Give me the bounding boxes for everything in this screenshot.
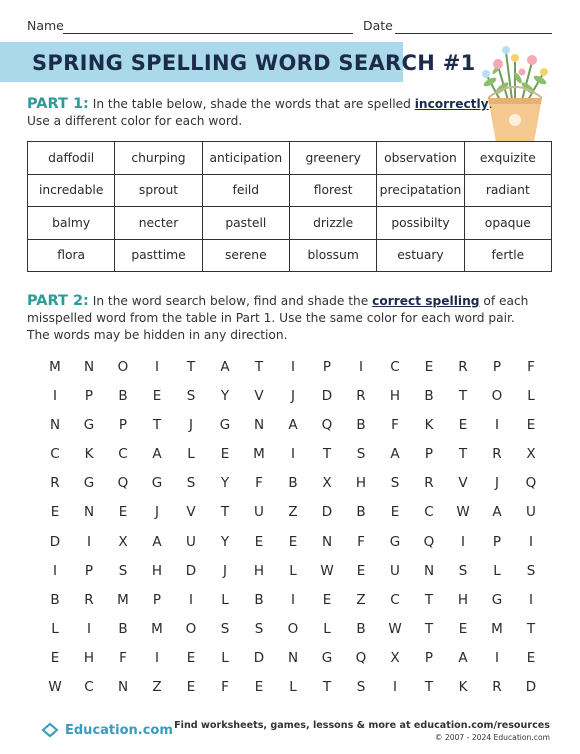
word-cell[interactable]: opaque bbox=[464, 207, 551, 240]
grid-letter[interactable]: D bbox=[525, 679, 537, 696]
grid-letter[interactable]: T bbox=[526, 621, 536, 638]
grid-letter[interactable]: R bbox=[492, 679, 502, 696]
grid-letter[interactable]: Q bbox=[423, 533, 435, 550]
grid-letter[interactable]: J bbox=[495, 475, 499, 492]
grid-letter[interactable]: I bbox=[461, 533, 465, 550]
grid-letter[interactable]: P bbox=[492, 358, 502, 375]
grid-letter[interactable]: I bbox=[291, 446, 295, 463]
grid-letter[interactable]: E bbox=[526, 650, 536, 667]
grid-letter[interactable]: P bbox=[424, 650, 434, 667]
grid-letter[interactable]: B bbox=[50, 591, 60, 608]
word-cell[interactable]: estuary bbox=[377, 239, 464, 272]
part2-label: PART 2: bbox=[27, 293, 89, 309]
grid-letter[interactable]: S bbox=[186, 475, 196, 492]
grid-letter[interactable]: E bbox=[458, 416, 468, 433]
grid-letter[interactable]: T bbox=[424, 679, 434, 696]
grid-letter[interactable]: U bbox=[186, 533, 196, 550]
grid-letter[interactable]: B bbox=[118, 387, 128, 404]
word-cell[interactable]: flora bbox=[28, 239, 115, 272]
grid-letter[interactable]: N bbox=[83, 504, 95, 521]
grid-letter[interactable]: E bbox=[458, 621, 468, 638]
grid-letter[interactable]: J bbox=[155, 504, 159, 521]
grid-letter[interactable]: W bbox=[456, 504, 470, 521]
grid-letter[interactable]: E bbox=[322, 591, 332, 608]
grid-letter[interactable]: N bbox=[117, 679, 129, 696]
part2-emphasis: correct spelling bbox=[372, 294, 480, 308]
grid-letter[interactable]: E bbox=[186, 679, 196, 696]
grid-letter[interactable]: S bbox=[458, 562, 468, 579]
grid-letter[interactable]: B bbox=[424, 387, 434, 404]
grid-letter[interactable]: T bbox=[458, 446, 468, 463]
grid-letter[interactable]: I bbox=[53, 562, 57, 579]
grid-letter[interactable]: M bbox=[253, 446, 265, 463]
grid-letter[interactable]: T bbox=[322, 679, 332, 696]
grid-letter[interactable]: G bbox=[219, 416, 231, 433]
grid-letter[interactable]: I bbox=[291, 591, 295, 608]
grid-letter[interactable]: R bbox=[458, 358, 468, 375]
word-cell[interactable]: greenery bbox=[289, 142, 376, 175]
grid-letter[interactable]: K bbox=[84, 446, 94, 463]
grid-letter[interactable]: E bbox=[118, 504, 128, 521]
grid-letter[interactable]: D bbox=[321, 504, 333, 521]
grid-letter[interactable]: X bbox=[118, 533, 128, 550]
grid-letter[interactable]: T bbox=[152, 416, 162, 433]
part1-emphasis: incorrectly bbox=[414, 97, 489, 111]
grid-letter[interactable]: H bbox=[253, 562, 265, 579]
grid-letter[interactable]: C bbox=[390, 591, 400, 608]
grid-letter[interactable]: Q bbox=[525, 475, 537, 492]
grid-letter[interactable]: F bbox=[221, 679, 229, 696]
table-row bbox=[28, 239, 552, 272]
grid-letter[interactable]: R bbox=[84, 591, 94, 608]
grid-letter[interactable]: X bbox=[390, 650, 400, 667]
word-cell[interactable]: churping bbox=[115, 142, 202, 175]
grid-letter[interactable]: R bbox=[424, 475, 434, 492]
words-table bbox=[27, 141, 552, 272]
grid-letter[interactable]: P bbox=[118, 416, 128, 433]
footer-tagline[interactable]: Find worksheets, games, lessons & more at education.com/resources bbox=[174, 720, 550, 731]
grid-letter[interactable]: A bbox=[152, 533, 162, 550]
date-field[interactable] bbox=[395, 33, 552, 34]
grid-letter[interactable]: E bbox=[50, 504, 60, 521]
grid-letter[interactable]: A bbox=[288, 416, 298, 433]
grid-letter[interactable]: R bbox=[492, 446, 502, 463]
grid-letter[interactable]: T bbox=[220, 504, 230, 521]
word-cell[interactable]: blossum bbox=[289, 239, 376, 272]
grid-letter[interactable]: F bbox=[527, 358, 535, 375]
grid-letter[interactable]: Y bbox=[220, 533, 230, 550]
grid-letter[interactable]: S bbox=[356, 446, 366, 463]
grid-letter[interactable]: G bbox=[321, 650, 333, 667]
grid-letter[interactable]: Z bbox=[152, 679, 162, 696]
grid-letter[interactable]: M bbox=[491, 621, 503, 638]
grid-letter[interactable]: I bbox=[291, 358, 295, 375]
grid-letter[interactable]: Q bbox=[355, 650, 367, 667]
grid-letter[interactable]: I bbox=[529, 591, 533, 608]
grid-letter[interactable]: T bbox=[322, 446, 332, 463]
grid-letter[interactable]: E bbox=[254, 679, 264, 696]
grid-letter[interactable]: I bbox=[495, 416, 499, 433]
grid-letter[interactable]: S bbox=[186, 387, 196, 404]
grid-letter[interactable]: B bbox=[356, 504, 366, 521]
grid-letter[interactable]: P bbox=[322, 358, 332, 375]
footer-copyright: © 2007 - 2024 Education.com bbox=[434, 733, 550, 742]
grid-letter[interactable]: S bbox=[526, 562, 536, 579]
grid-letter[interactable]: O bbox=[117, 358, 129, 375]
word-search-grid bbox=[38, 352, 548, 702]
grid-letter[interactable]: G bbox=[491, 591, 503, 608]
grid-letter[interactable]: S bbox=[118, 562, 128, 579]
grid-letter[interactable]: L bbox=[51, 621, 59, 638]
grid-letter[interactable]: I bbox=[359, 358, 363, 375]
word-cell[interactable]: precipatation bbox=[377, 174, 464, 207]
word-cell[interactable]: daffodil bbox=[28, 142, 115, 175]
grid-letter[interactable]: H bbox=[389, 387, 401, 404]
word-cell[interactable]: observation bbox=[377, 142, 464, 175]
grid-letter[interactable]: T bbox=[424, 621, 434, 638]
word-cell[interactable]: possibilty bbox=[377, 207, 464, 240]
grid-letter[interactable]: N bbox=[287, 650, 299, 667]
grid-letter[interactable]: P bbox=[84, 562, 94, 579]
grid-letter[interactable]: A bbox=[458, 650, 468, 667]
word-cell[interactable]: serene bbox=[202, 239, 289, 272]
grid-letter[interactable]: H bbox=[355, 475, 367, 492]
grid-letter[interactable]: E bbox=[526, 416, 536, 433]
grid-letter[interactable]: I bbox=[87, 533, 91, 550]
grid-letter[interactable]: R bbox=[50, 475, 60, 492]
grid-letter[interactable]: H bbox=[151, 562, 163, 579]
grid-letter[interactable]: G bbox=[389, 533, 401, 550]
grid-letter[interactable]: L bbox=[527, 387, 535, 404]
word-cell[interactable]: incredable bbox=[28, 174, 115, 207]
grid-letter[interactable]: E bbox=[152, 387, 162, 404]
word-cell[interactable]: feild bbox=[202, 174, 289, 207]
grid-letter[interactable]: H bbox=[83, 650, 95, 667]
grid-letter[interactable]: J bbox=[189, 416, 193, 433]
grid-letter[interactable]: C bbox=[390, 358, 400, 375]
grid-letter[interactable]: T bbox=[424, 591, 434, 608]
grid-letter[interactable]: K bbox=[458, 679, 468, 696]
grid-letter[interactable]: N bbox=[83, 358, 95, 375]
grid-letter[interactable]: J bbox=[291, 387, 295, 404]
grid-letter[interactable]: S bbox=[254, 621, 264, 638]
grid-letter[interactable]: E bbox=[220, 446, 230, 463]
grid-letter[interactable]: N bbox=[49, 416, 61, 433]
grid-letter[interactable]: I bbox=[87, 621, 91, 638]
grid-letter[interactable]: F bbox=[119, 650, 127, 667]
grid-letter[interactable]: E bbox=[390, 504, 400, 521]
grid-letter[interactable]: P bbox=[84, 387, 94, 404]
table-row bbox=[28, 142, 552, 175]
grid-letter[interactable]: B bbox=[356, 416, 366, 433]
grid-letter[interactable]: K bbox=[424, 416, 434, 433]
grid-letter[interactable]: B bbox=[118, 621, 128, 638]
grid-letter[interactable]: I bbox=[529, 533, 533, 550]
word-cell[interactable]: radiant bbox=[464, 174, 551, 207]
grid-letter[interactable]: Q bbox=[321, 416, 333, 433]
grid-letter[interactable]: G bbox=[151, 475, 163, 492]
grid-letter[interactable]: I bbox=[155, 358, 159, 375]
grid-letter[interactable]: E bbox=[424, 358, 434, 375]
grid-letter[interactable]: T bbox=[254, 358, 264, 375]
date-label: Date bbox=[363, 18, 393, 33]
grid-letter[interactable]: B bbox=[288, 475, 298, 492]
grid-letter[interactable]: L bbox=[221, 650, 229, 667]
word-cell[interactable]: anticipation bbox=[202, 142, 289, 175]
grid-letter[interactable]: D bbox=[321, 387, 333, 404]
grid-letter[interactable]: E bbox=[186, 650, 196, 667]
grid-letter[interactable]: D bbox=[49, 533, 61, 550]
table-row bbox=[28, 207, 552, 240]
word-cell[interactable]: pastell bbox=[202, 207, 289, 240]
grid-letter[interactable]: A bbox=[492, 504, 502, 521]
grid-letter[interactable]: I bbox=[53, 387, 57, 404]
grid-letter[interactable]: L bbox=[187, 446, 195, 463]
grid-letter[interactable]: T bbox=[458, 387, 468, 404]
grid-letter[interactable]: L bbox=[493, 562, 501, 579]
grid-letter[interactable]: S bbox=[390, 475, 400, 492]
grid-letter[interactable]: G bbox=[83, 416, 95, 433]
grid-letter[interactable]: T bbox=[186, 358, 196, 375]
grid-letter[interactable]: L bbox=[323, 621, 331, 638]
grid-letter[interactable]: C bbox=[50, 446, 60, 463]
word-cell[interactable]: exquizite bbox=[464, 142, 551, 175]
grid-letter[interactable]: O bbox=[287, 621, 299, 638]
grid-letter[interactable]: D bbox=[185, 562, 197, 579]
word-cell[interactable]: fertle bbox=[464, 239, 551, 272]
grid-letter[interactable]: A bbox=[220, 358, 230, 375]
grid-letter[interactable]: P bbox=[152, 591, 162, 608]
page-title: SPRING SPELLING WORD SEARCH #1 bbox=[32, 51, 476, 75]
grid-letter[interactable]: C bbox=[84, 679, 94, 696]
grid-letter[interactable]: E bbox=[254, 533, 264, 550]
flower-bucket-illustration bbox=[470, 38, 560, 148]
grid-letter[interactable]: N bbox=[321, 533, 333, 550]
grid-letter[interactable]: W bbox=[320, 562, 334, 579]
word-cell[interactable]: pasttime bbox=[115, 239, 202, 272]
grid-letter[interactable]: Y bbox=[220, 387, 230, 404]
grid-letter[interactable]: X bbox=[322, 475, 332, 492]
grid-letter[interactable]: M bbox=[151, 621, 163, 638]
grid-letter[interactable]: J bbox=[223, 562, 227, 579]
word-cell[interactable]: drizzle bbox=[289, 207, 376, 240]
grid-letter[interactable]: V bbox=[458, 475, 468, 492]
grid-letter[interactable]: G bbox=[83, 475, 95, 492]
grid-letter[interactable]: L bbox=[289, 562, 297, 579]
grid-letter[interactable]: I bbox=[393, 679, 397, 696]
grid-letter[interactable]: N bbox=[423, 562, 435, 579]
grid-letter[interactable]: M bbox=[117, 591, 129, 608]
grid-letter[interactable]: E bbox=[356, 562, 366, 579]
grid-letter[interactable]: S bbox=[220, 621, 230, 638]
grid-letter[interactable]: U bbox=[390, 562, 400, 579]
grid-letter[interactable]: O bbox=[491, 387, 503, 404]
grid-letter[interactable]: U bbox=[254, 504, 264, 521]
part2-instructions: PART 2: In the word search below, find and shade the correct spelling of each misspelled word from the table in Part 1. Use the same color for each word pair. The words may be hidden in any direction. bbox=[27, 293, 529, 342]
word-cell[interactable]: balmy bbox=[28, 207, 115, 240]
grid-letter[interactable]: P bbox=[492, 533, 502, 550]
grid-letter[interactable]: V bbox=[254, 387, 264, 404]
education-logo[interactable] bbox=[40, 719, 173, 741]
grid-letter[interactable]: A bbox=[390, 446, 400, 463]
grid-letter[interactable]: E bbox=[50, 650, 60, 667]
grid-letter[interactable]: I bbox=[155, 650, 159, 667]
grid-letter[interactable]: X bbox=[526, 446, 536, 463]
grid-letter[interactable]: F bbox=[357, 533, 365, 550]
grid-letter[interactable]: P bbox=[424, 446, 434, 463]
grid-letter[interactable]: R bbox=[356, 387, 366, 404]
part1-label: PART 1: bbox=[27, 96, 89, 112]
grid-letter[interactable]: W bbox=[388, 621, 402, 638]
name-date-row bbox=[27, 18, 552, 38]
grid-letter[interactable]: Z bbox=[288, 504, 298, 521]
grid-letter[interactable]: L bbox=[289, 679, 297, 696]
part1-instructions: PART 1: In the table below, shade the words that are spelled incorrectly. Use a different color for each word. bbox=[27, 96, 493, 128]
grid-letter[interactable]: A bbox=[152, 446, 162, 463]
grid-letter[interactable]: W bbox=[48, 679, 62, 696]
word-cell[interactable]: sprout bbox=[115, 174, 202, 207]
grid-letter[interactable]: Y bbox=[220, 475, 230, 492]
grid-letter[interactable]: F bbox=[255, 475, 263, 492]
grid-letter[interactable]: S bbox=[356, 679, 366, 696]
grid-letter[interactable]: Z bbox=[356, 591, 366, 608]
name-label: Name bbox=[27, 18, 64, 33]
grid-letter[interactable]: D bbox=[253, 650, 265, 667]
word-cell[interactable]: necter bbox=[115, 207, 202, 240]
grid-letter[interactable]: H bbox=[457, 591, 469, 608]
brand-name: Education.com bbox=[65, 722, 173, 738]
grid-letter[interactable]: Q bbox=[117, 475, 129, 492]
grid-letter[interactable]: C bbox=[118, 446, 128, 463]
grid-letter[interactable]: F bbox=[391, 416, 399, 433]
grid-letter[interactable]: M bbox=[49, 358, 61, 375]
grid-letter[interactable]: U bbox=[526, 504, 536, 521]
grid-letter[interactable]: B bbox=[254, 591, 264, 608]
grid-letter[interactable]: I bbox=[495, 650, 499, 667]
grid-letter[interactable]: N bbox=[253, 416, 265, 433]
grid-letter[interactable]: I bbox=[189, 591, 193, 608]
table-row bbox=[28, 174, 552, 207]
grid-letter[interactable]: C bbox=[424, 504, 434, 521]
grid-letter[interactable]: E bbox=[288, 533, 298, 550]
education-logo-icon bbox=[40, 720, 60, 740]
word-cell[interactable]: florest bbox=[289, 174, 376, 207]
name-field[interactable] bbox=[63, 33, 353, 34]
grid-letter[interactable]: V bbox=[186, 504, 196, 521]
grid-letter[interactable]: L bbox=[221, 591, 229, 608]
grid-letter[interactable]: O bbox=[185, 621, 197, 638]
footer-info bbox=[174, 720, 550, 742]
grid-letter[interactable]: B bbox=[356, 621, 366, 638]
